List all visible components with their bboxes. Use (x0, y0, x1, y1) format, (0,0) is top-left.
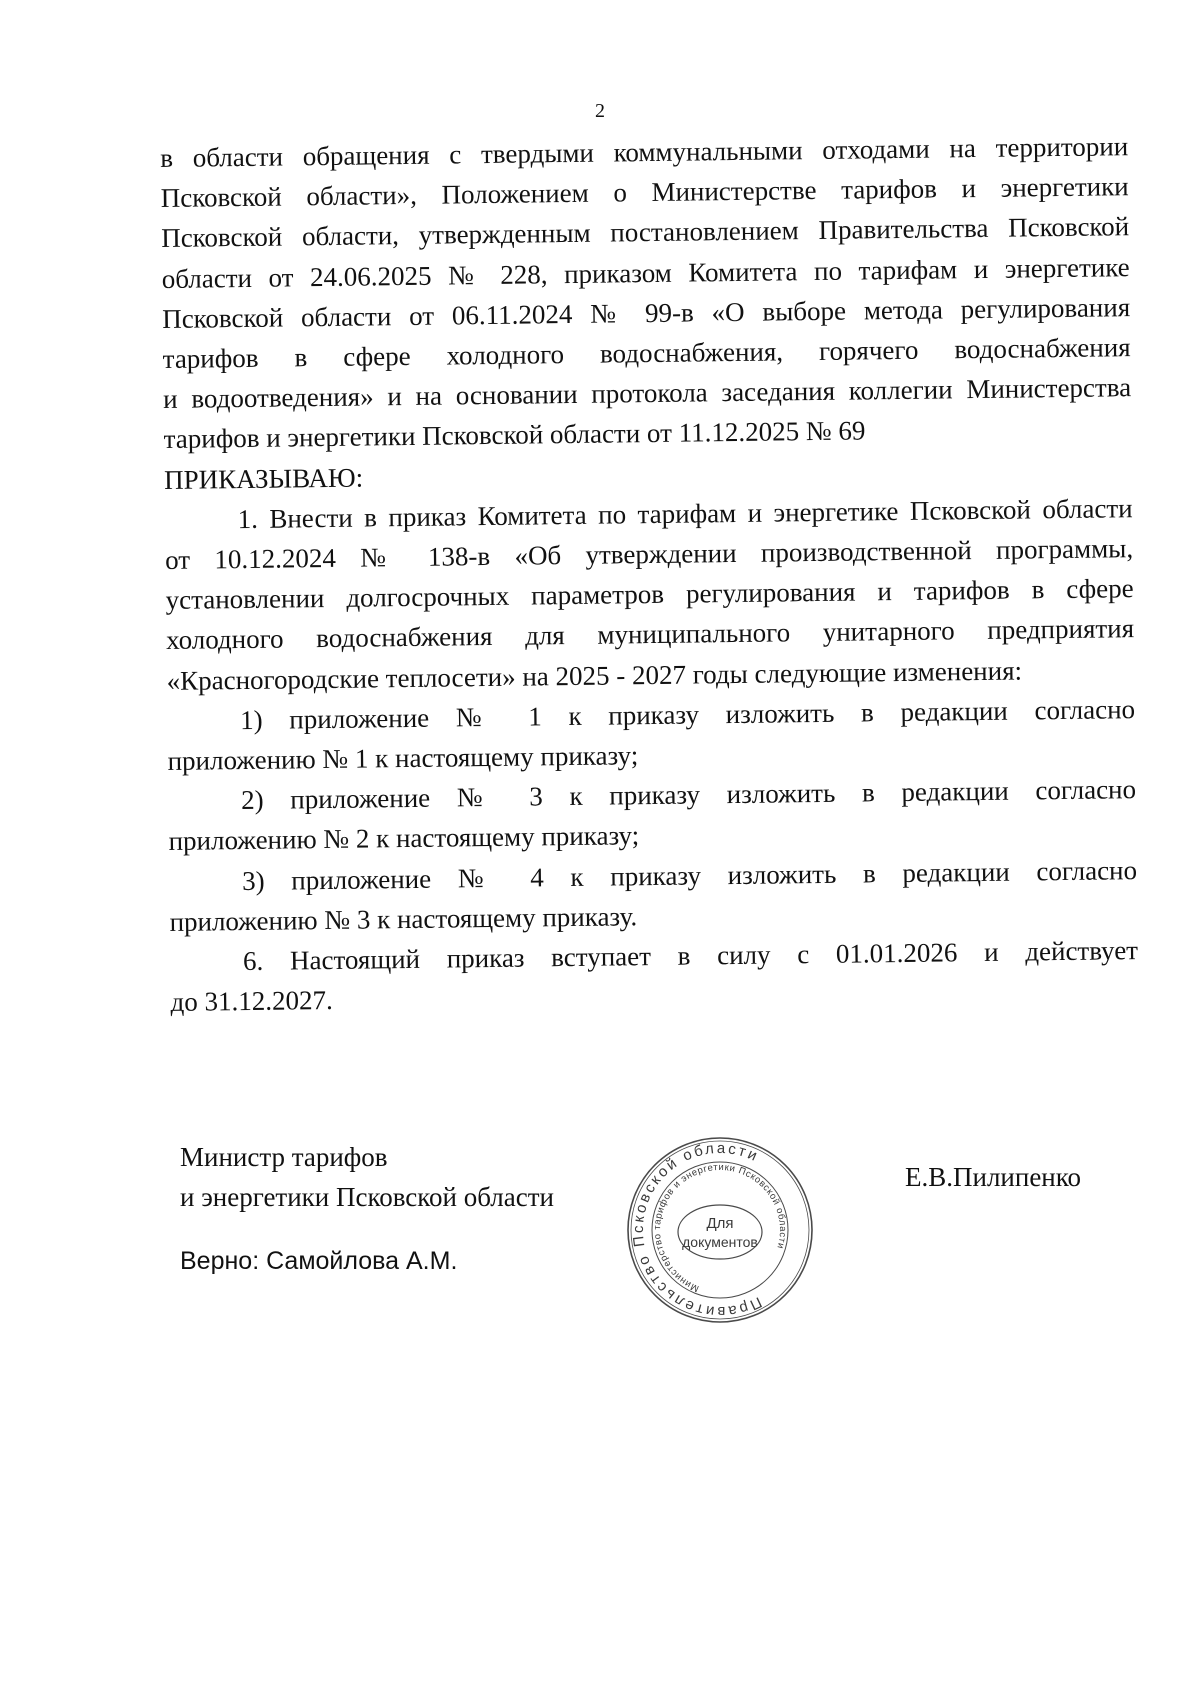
seal-outer-text: Правительство Псковской области (629, 1139, 765, 1321)
item-1-line: «Красногородские теплосети» на 2025 - 2027 годы следующие изменения: (166, 655, 1023, 696)
official-seal (625, 1135, 815, 1325)
sub-item-3: 3) приложение № 4 к приказу изложить в редакции согласно (241, 854, 1138, 896)
body-line: и водоотведения» и на основании протокола заседания коллегии Министерства (163, 372, 1132, 415)
seal-center-line1: Для (706, 1215, 734, 1232)
sub-item-3-cont: приложению № 3 к настоящему приказу. (169, 901, 638, 937)
body-line: в области обращения с твердыми коммунальными отходами на территории (160, 131, 1129, 173)
sub-item-1-cont: приложению № 1 к настоящему приказу; (167, 740, 639, 776)
signatory-name: Е.В.Пилипенко (905, 1162, 1082, 1192)
body-line: тарифов и энергетики Псковской области от 11.12.2025 № 69 (163, 415, 866, 455)
item-1-line: от 10.12.2024 № 138-в «Об утверждении производственной программы, (164, 533, 1134, 575)
position-line: Министр тарифов (180, 1142, 388, 1172)
seal-center-line2: документов (682, 1234, 758, 1250)
sub-item-1: 1) приложение № 1 к приказу изложить в редакции согласно (239, 693, 1136, 735)
seal-graphic (625, 1135, 815, 1325)
item-6-line: до 31.12.2027. (170, 985, 333, 1018)
body-line: тарифов в сфере холодного водоснабжения, горячего водоснабжения (162, 332, 1131, 374)
item-1-line: холодного водоснабжения для муниципального унитарного предприятия (165, 613, 1135, 656)
certified-copy-note: Верно: Самойлова А.М. (180, 1247, 458, 1275)
sub-item-2: 2) приложение № 3 к приказу изложить в редакции согласно (240, 774, 1137, 816)
signatory-position (180, 1137, 554, 1217)
seal-inner-text: Министерство тарифов и энергетики Псковской области (651, 1161, 789, 1294)
body-line: Псковской области», Положением о Министерстве тарифов и энергетики (160, 171, 1129, 214)
body-line: Псковской области, утвержденным постановлением Правительства Псковской (161, 211, 1130, 254)
body-line: Псковской области от 06.11.2024 № 99-в «О выборе метода регулирования (162, 291, 1131, 334)
sub-item-2-cont: приложению № 2 к настоящему приказу; (168, 820, 640, 857)
item-1-line: установлении долгосрочных параметров регулирования и тарифов в сфере (165, 573, 1134, 616)
order-word: ПРИКАЗЫВАЮ: (163, 462, 364, 495)
item-1-line: 1. Внести в приказ Комитета по тарифам и энергетике Псковской области (237, 492, 1133, 534)
item-6-line: 6. Настоящий приказ вступает в силу с 01.01.2026 и действует (242, 935, 1139, 977)
order-body (160, 126, 1139, 1022)
body-line: области от 24.06.2025 № 228, приказом Комитета по тарифам и энергетике (161, 251, 1130, 294)
position-line: и энергетики Псковской области (180, 1182, 554, 1212)
page-number: 2 (595, 100, 605, 122)
